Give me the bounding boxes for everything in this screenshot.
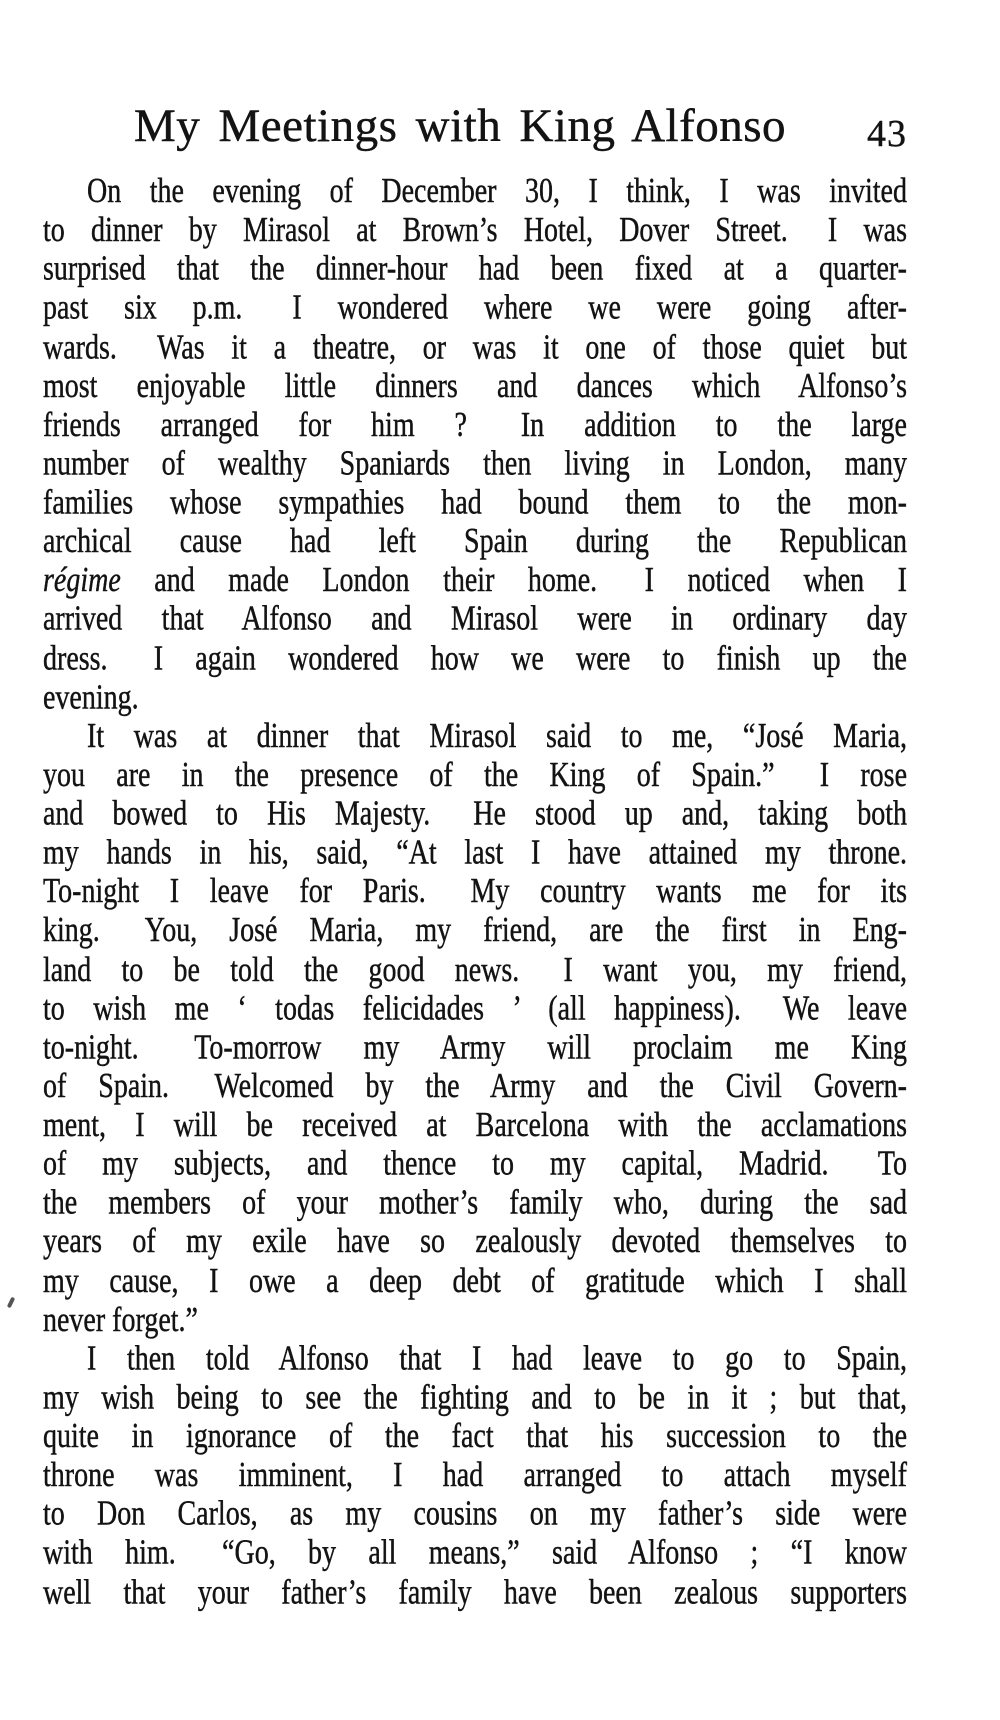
- text-line: friends arranged for him ? In addition to the large: [43, 405, 907, 445]
- text-line: [43, 561, 907, 600]
- text-line: to-night. To-morrow my Army will proclaim me King: [43, 1027, 907, 1067]
- text-line: most enjoyable little dinners and dances which Alfonso’s: [43, 366, 907, 406]
- text-line: never forget.”: [43, 1300, 198, 1340]
- text-line: surprised that the dinner-hour had been fixed at a quarter-: [43, 249, 907, 289]
- text-line: with him. “Go, by all means,” said Alfonso ; “I know: [43, 1533, 907, 1573]
- text-line: of Spain. Welcomed by the Army and the Civil Govern-: [43, 1066, 907, 1106]
- text-line: dress. I again wondered how we were to finish up the: [43, 638, 907, 678]
- page-text: [43, 172, 907, 1612]
- text-line: throne was imminent, I had arranged to attach myself: [43, 1455, 907, 1495]
- text-line: wards. Was it a theatre, or was it one of those quiet but: [43, 327, 907, 367]
- running-header: [43, 100, 907, 155]
- paragraph-1: [43, 172, 907, 717]
- text-line: to dinner by Mirasol at Brown’s Hotel, Dover Street. I was: [43, 210, 907, 250]
- text-line: I then told Alfonso that I had leave to go to Spain,: [87, 1339, 907, 1378]
- text-line: families whose sympathies had bound them to the mon-: [43, 483, 907, 522]
- paragraph-2: [43, 717, 907, 1340]
- text-line: and bowed to His Majesty. He stood up and, taking both: [43, 794, 907, 834]
- text-line: well that your father’s family have been zealous supporters: [43, 1572, 907, 1612]
- text-line: to wish me ‘ todas felicidades ’ (all happiness). We leave: [43, 989, 907, 1028]
- running-title: My Meetings with King Alfonso: [133, 100, 787, 152]
- page-number: 43: [867, 113, 907, 155]
- text-line: past six p.m. I wondered where we were going after-: [43, 288, 907, 328]
- scan-speck-artifact: [7, 1297, 15, 1309]
- text-line: my cause, I owe a deep debt of gratitude which I shall: [43, 1261, 907, 1301]
- text-line: you are in the presence of the King of Spain.” I rose: [43, 755, 907, 795]
- text-line: of my subjects, and thence to my capital, Madrid. To: [43, 1144, 907, 1184]
- text-line: king. You, José Maria, my friend, are the first in Eng-: [43, 911, 907, 950]
- text-line: On the evening of December 30, I think, I was invited: [87, 172, 907, 211]
- text-line: evening.: [43, 677, 139, 717]
- text-line: archical cause had left Spain during the Republican: [43, 522, 907, 561]
- text-line: the members of your mother’s family who, during the sad: [43, 1183, 907, 1223]
- text-line: my wish being to see the fighting and to be in it ; but that,: [43, 1378, 907, 1417]
- text-line: my hands in his, said, “At last I have attained my throne.: [43, 833, 907, 873]
- paragraph-3: [43, 1339, 907, 1611]
- text-line: ment, I will be received at Barcelona with the acclamations: [43, 1105, 907, 1145]
- italic-word-regime: régime: [43, 561, 121, 600]
- text-line: years of my exile have so zealously devoted themselves to: [43, 1222, 907, 1262]
- text-line: arrived that Alfonso and Mirasol were in ordinary day: [43, 599, 907, 639]
- text-line: land to be told the good news. I want you, my friend,: [43, 950, 907, 989]
- text-line: quite in ignorance of the fact that his succession to the: [43, 1417, 907, 1456]
- text-line: to Don Carlos, as my cousins on my father’s side were: [43, 1494, 907, 1534]
- text-line: number of wealthy Spaniards then living in London, many: [43, 444, 907, 484]
- text-line: It was at dinner that Mirasol said to me, “José Maria,: [87, 716, 907, 756]
- text-line: To-night I leave for Paris. My country wants me for its: [43, 872, 907, 912]
- line-rest: and made London their home. I noticed when I: [120, 561, 907, 600]
